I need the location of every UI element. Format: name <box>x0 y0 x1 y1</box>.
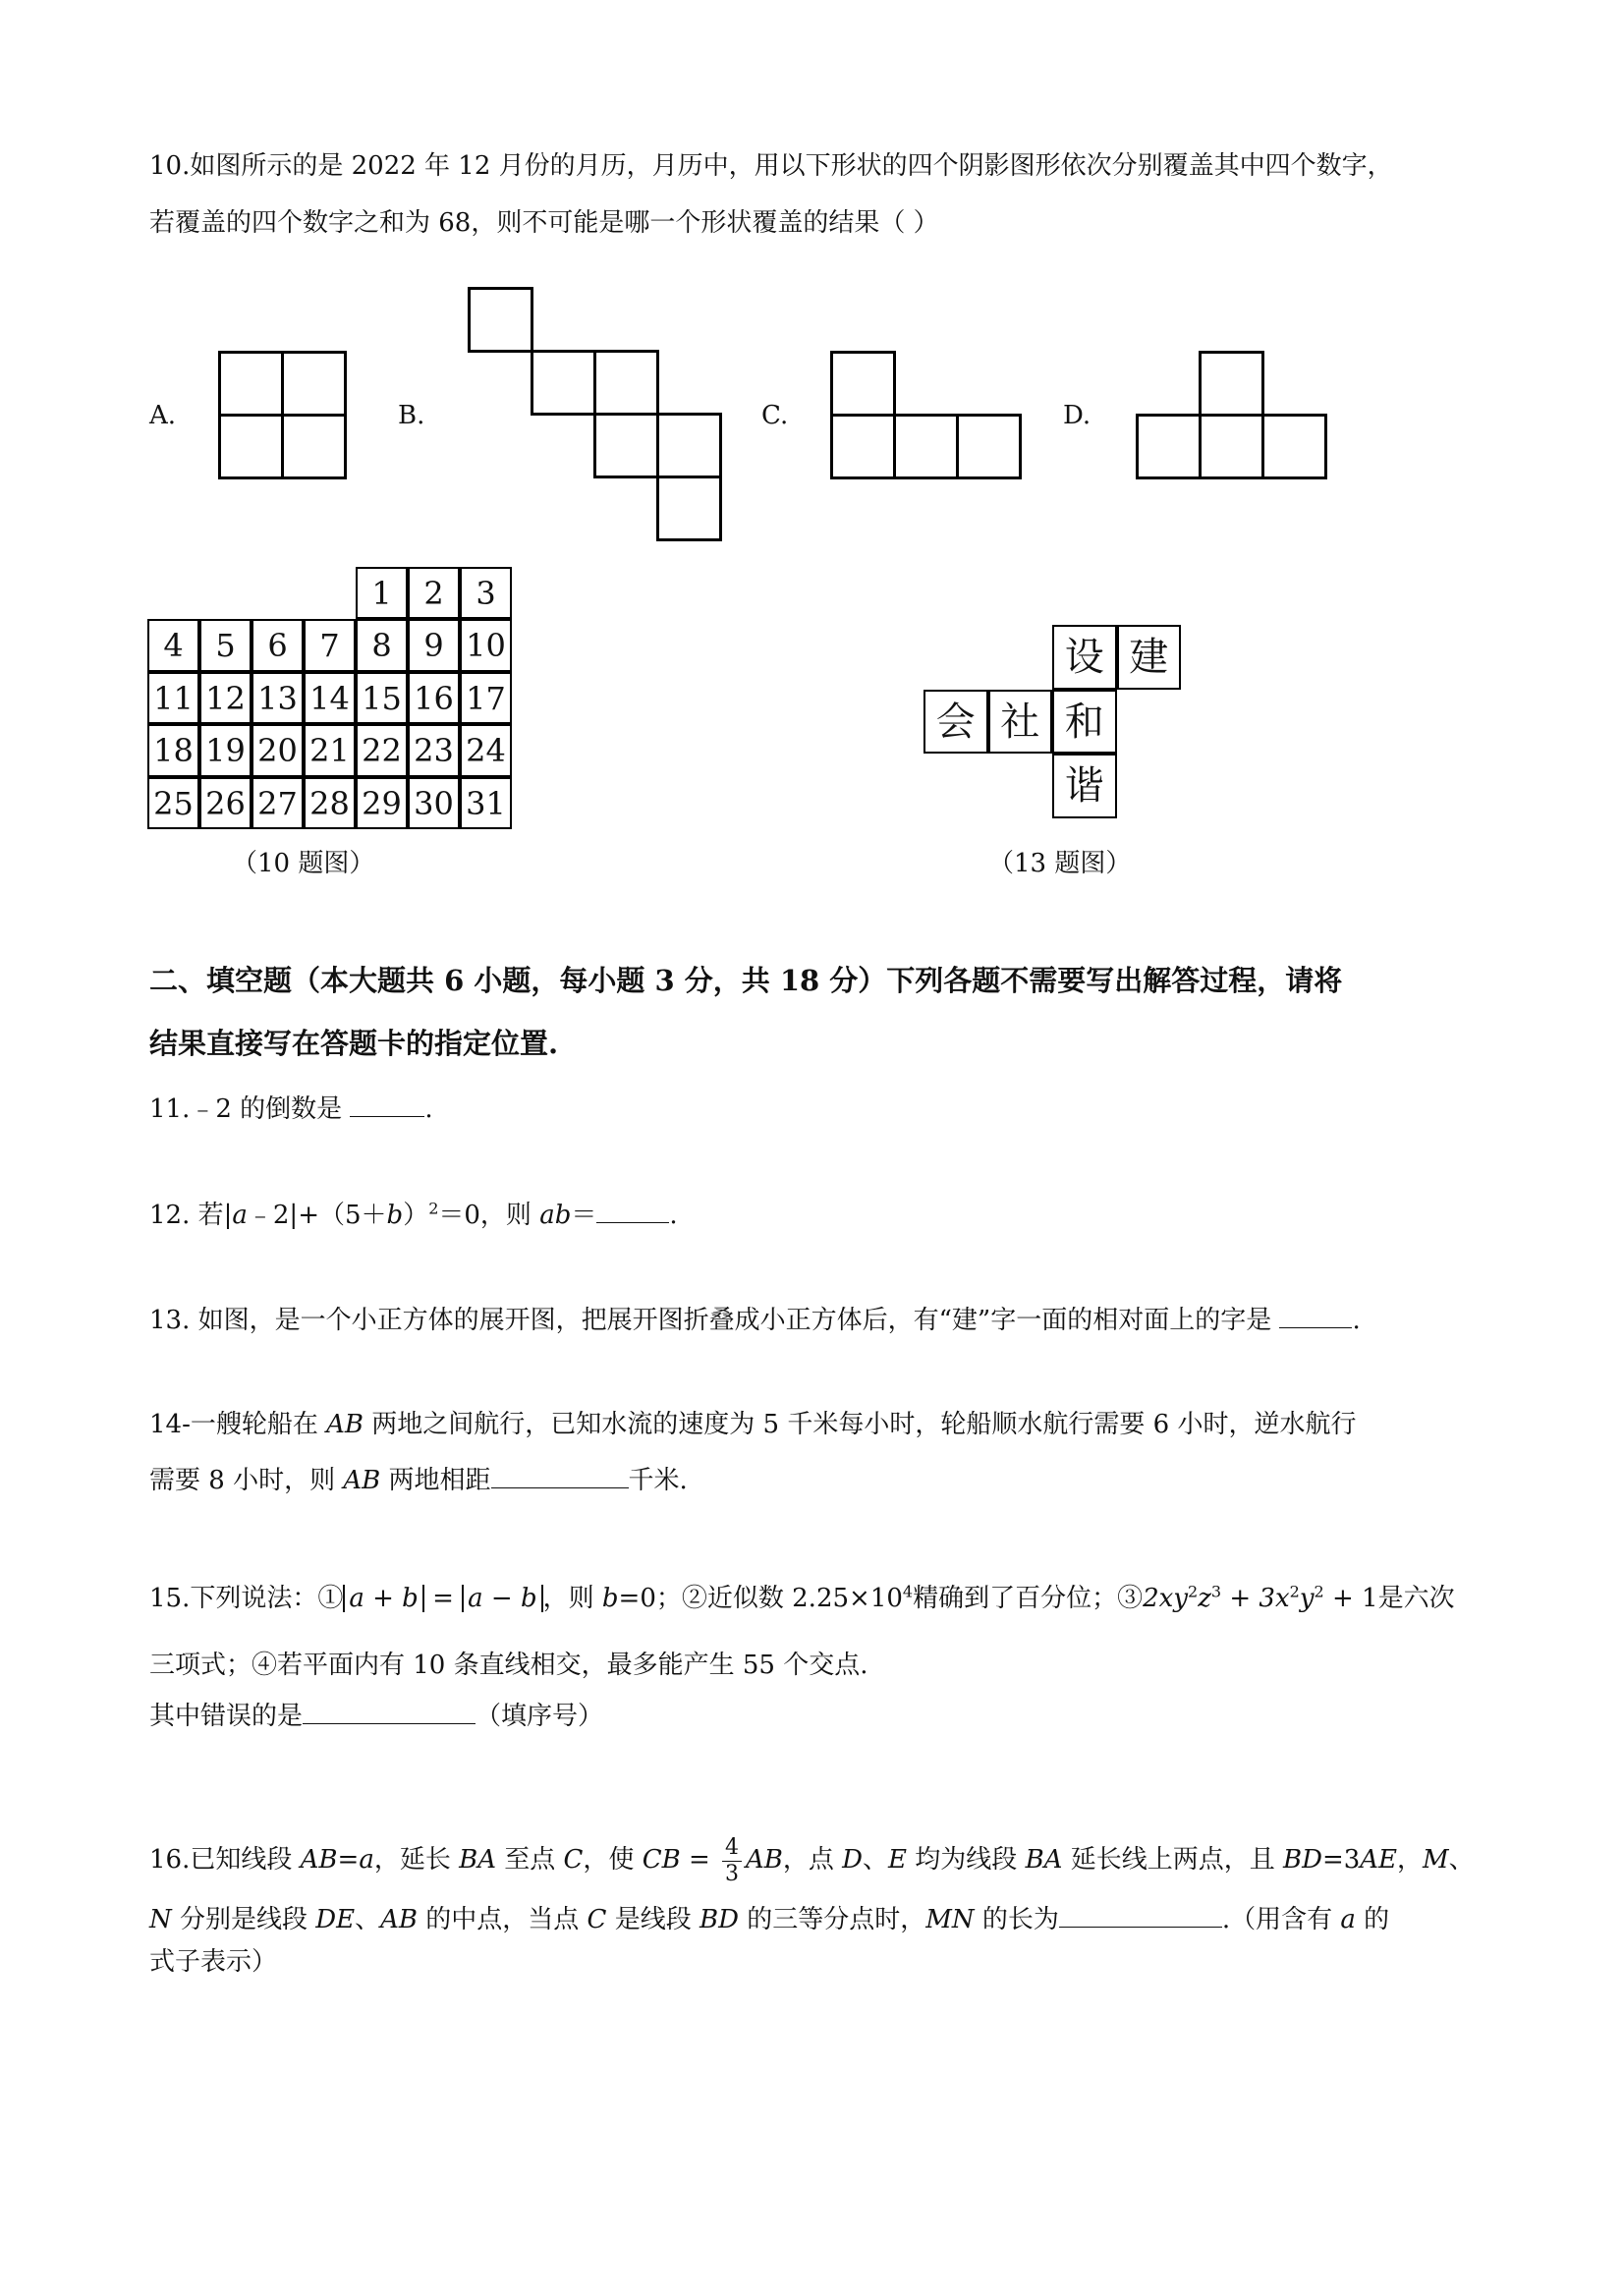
calendar-cell: 23 <box>408 724 460 776</box>
calendar-cell: 31 <box>460 777 512 829</box>
calendar-cell: 19 <box>199 724 252 776</box>
calendar-cell: 21 <box>304 724 356 776</box>
net-cell: 设 <box>1052 625 1117 690</box>
answer-blank[interactable] <box>303 1702 476 1724</box>
calendar-caption: （10 题图） <box>232 849 375 878</box>
calendar-cell: 6 <box>252 619 304 671</box>
calendar-cell: 15 <box>356 672 408 724</box>
q12: 12. 若$|a﹣2|+(5+b)^2=0$，则 ab＝ . <box>149 1199 678 1230</box>
calendar-cell: 5 <box>199 619 252 671</box>
section2-line1: 二、填空题（本大题共 6 小题，每小题 3 分，共 18 分）下列各题不需要写出解答过程，请将 <box>149 964 1343 997</box>
calendar-cell: 1 <box>356 567 408 619</box>
q14-line2: 需要 8 小时，则 AB 两地相距 千米. <box>149 1466 688 1495</box>
calendar-cell: 20 <box>252 724 304 776</box>
calendar-cell: 17 <box>460 672 512 724</box>
calendar-cell: 26 <box>199 777 252 829</box>
calendar-cell: 8 <box>356 619 408 671</box>
fraction: $\frac{4}{3}$ <box>722 1835 742 1887</box>
calendar-cell: 10 <box>460 619 512 671</box>
calendar-cell: 9 <box>408 619 460 671</box>
answer-blank[interactable] <box>1059 1905 1222 1928</box>
option-c-label: C. <box>761 401 789 430</box>
answer-blank[interactable] <box>350 1094 424 1117</box>
option-a-label: A. <box>149 401 177 430</box>
calendar-cell: 24 <box>460 724 512 776</box>
calendar-cell: 29 <box>356 777 408 829</box>
cube-net-caption: （13 题图） <box>988 849 1132 878</box>
q11: 11.﹣2 的倒数是 . <box>149 1094 433 1124</box>
calendar-cell: 25 <box>147 777 199 829</box>
answer-blank[interactable] <box>596 1201 669 1223</box>
calendar-cell: 22 <box>356 724 408 776</box>
calendar-cell: 13 <box>252 672 304 724</box>
calendar-cell: 14 <box>304 672 356 724</box>
cube-net <box>923 625 1181 817</box>
q16-line3: 式子表示） <box>149 1947 278 1977</box>
calendar-cell: 7 <box>304 619 356 671</box>
calendar-cell: 27 <box>252 777 304 829</box>
answer-blank[interactable] <box>491 1466 629 1488</box>
q14-line1: 14-一艘轮船在 AB 两地之间航行，已知水流的速度为 5 千米每小时，轮船顺水航行需要 6 小时，逆水航行 <box>149 1410 1357 1439</box>
calendar-cell: 11 <box>147 672 199 724</box>
calendar-cell: 2 <box>408 567 460 619</box>
net-cell: 建 <box>1117 625 1182 690</box>
calendar-grid <box>147 567 513 829</box>
net-cell: 谐 <box>1052 754 1117 818</box>
calendar-cell: 3 <box>460 567 512 619</box>
q13: 13. 如图，是一个小正方体的展开图，把展开图折叠成小正方体后，有“建”字一面的相对面上的字是 . <box>149 1306 1361 1335</box>
section2-line2: 结果直接写在答题卡的指定位置. <box>149 1027 559 1060</box>
option-d-label: D. <box>1063 401 1091 430</box>
net-cell: 会 <box>923 690 988 755</box>
option-b-label: B. <box>398 401 425 430</box>
net-cell: 社 <box>988 690 1053 755</box>
q15-line1: 15.下列说法：① a + b = a − b ，则 b=0；②近似数 $2.25\times 10^4$精确到了百分位；$③2xy^2z^3 + 3x^2y^2 + 1$是六次 <box>149 1582 1455 1613</box>
net-cell: 和 <box>1052 690 1117 755</box>
calendar-cell: 12 <box>199 672 252 724</box>
calendar-cell: 30 <box>408 777 460 829</box>
q10-line2: 若覆盖的四个数字之和为 68，则不可能是哪一个形状覆盖的结果（ ） <box>149 208 939 238</box>
q15-line2: 三项式；④若平面内有 10 条直线相交，最多能产生 55 个交点. <box>149 1651 868 1680</box>
calendar-cell: 18 <box>147 724 199 776</box>
answer-blank[interactable] <box>1279 1306 1352 1328</box>
q16-line1: 16.已知线段 AB=a，延长 BA 至点 C，使 CB = $\frac{4}{3}$ AB，点 D、E 均为线段 BA 延长线上两点，且 BD=3AE，M、 <box>149 1834 1475 1886</box>
q16-line2: N 分别是线段 DE、AB 的中点，当点 C 是线段 BD 的三等分点时，MN 的长为 .（用含有 a 的 <box>149 1905 1390 1934</box>
q15-line3: 其中错误的是 （填序号） <box>149 1702 604 1731</box>
q10-line1: 10.如图所示的是 2022 年 12 月份的月历，月历中，用以下形状的四个阴影图形依次分别覆盖其中四个数字， <box>149 151 1393 181</box>
calendar-cell: 16 <box>408 672 460 724</box>
calendar-cell: 4 <box>147 619 199 671</box>
calendar-cell: 28 <box>304 777 356 829</box>
